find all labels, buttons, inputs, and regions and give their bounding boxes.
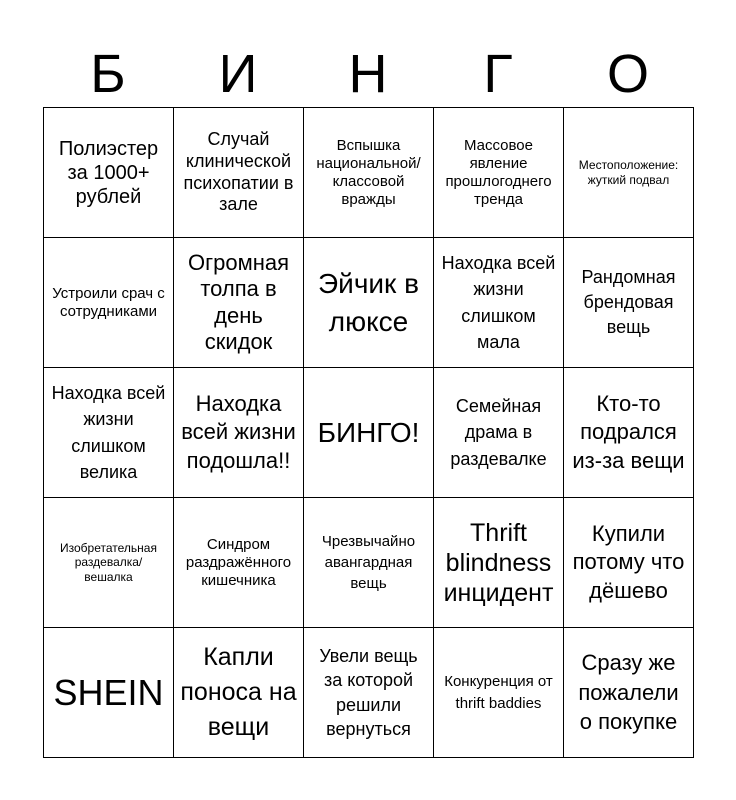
cell-text: Конкуренция от thrift baddies (444, 672, 553, 712)
header-letter-b: Б (90, 44, 126, 104)
header-letter-g: Г (483, 44, 513, 104)
bingo-cell-r4-c4[interactable] (434, 498, 564, 628)
cell-text: Находка всей жизни подошла!! (181, 390, 296, 473)
header-letter-o: О (606, 44, 649, 104)
cell-text: БИНГО! (317, 416, 420, 448)
bingo-cell-r1-c3[interactable] (304, 108, 434, 238)
cell-text: Купили потому что дёшево (572, 520, 685, 603)
cell-text: Рандомная брендовая вещь (581, 266, 676, 338)
cell-text: Изобретательная раздевалка/ вешалка (60, 540, 157, 584)
cell-text: Эйчик в люксе (318, 267, 419, 337)
bingo-cell-r4-c3[interactable] (304, 498, 434, 628)
cell-text: Сразу же пожалели о покупке (578, 649, 679, 735)
bingo-cell-r3-c2[interactable] (174, 368, 304, 498)
bingo-cell-r2-c4[interactable] (434, 238, 564, 368)
bingo-cell-r5-c5[interactable] (564, 628, 694, 758)
cell-text: Массовое явление прошлогоднего тренда (445, 136, 552, 208)
bingo-cell-r5-c2[interactable] (174, 628, 304, 758)
header-letter-i: И (218, 44, 258, 104)
cell-text: Огромная толпа в день скидок (187, 249, 290, 354)
cell-text: SHEIN (53, 671, 164, 713)
bingo-cell-r4-c1[interactable] (44, 498, 174, 628)
cell-text: Чрезвычайно авангардная вещь (321, 533, 416, 592)
cell-text: Капли поноса на вещи (180, 643, 297, 741)
bingo-cell-r2-c2[interactable] (174, 238, 304, 368)
bingo-cell-r3-c4[interactable] (434, 368, 564, 498)
bingo-cell-r4-c5[interactable] (564, 498, 694, 628)
cell-text: Увели вещь за которой решили вернуться (319, 645, 418, 739)
bingo-cell-r1-c1[interactable] (44, 108, 174, 238)
bingo-cell-r3-c1[interactable] (44, 368, 174, 498)
cell-text: Находка всей жизни слишком мала (441, 253, 556, 352)
cell-text: Семейная драма в раздевалке (450, 396, 547, 469)
bingo-grid (43, 107, 694, 758)
bingo-cell-r1-c4[interactable] (434, 108, 564, 238)
bingo-cell-r3-c3[interactable] (304, 368, 434, 498)
cell-text: Вспышка национальной/ классовой вражды (316, 136, 421, 208)
bingo-cell-r2-c3[interactable] (304, 238, 434, 368)
cell-text: Синдром раздражённого кишечника (185, 535, 292, 589)
header-letter-n: Н (348, 44, 388, 104)
cell-text: Местоположение: жуткий подвал (578, 158, 679, 187)
bingo-cell-r1-c2[interactable] (174, 108, 304, 238)
bingo-cell-r2-c1[interactable] (44, 238, 174, 368)
bingo-cell-r5-c3[interactable] (304, 628, 434, 758)
bingo-header (43, 40, 693, 108)
cell-text: Находка всей жизни слишком велика (51, 383, 166, 482)
bingo-cell-r3-c5[interactable] (564, 368, 694, 498)
cell-text: Случай клинической психопатии в зале (183, 129, 294, 215)
bingo-cell-r1-c5[interactable] (564, 108, 694, 238)
cell-text: Полиэстер за 1000+ рублей (58, 137, 159, 208)
bingo-cell-r4-c2[interactable] (174, 498, 304, 628)
bingo-cell-r5-c1[interactable] (44, 628, 174, 758)
bingo-cell-r2-c5[interactable] (564, 238, 694, 368)
cell-text: Устроили срач с сотрудниками (52, 284, 165, 320)
cell-text: Thrift blindness инцидент (443, 518, 554, 607)
cell-text: Кто-то подрался из-за вещи (572, 390, 685, 473)
bingo-cell-r5-c4[interactable] (434, 628, 564, 758)
